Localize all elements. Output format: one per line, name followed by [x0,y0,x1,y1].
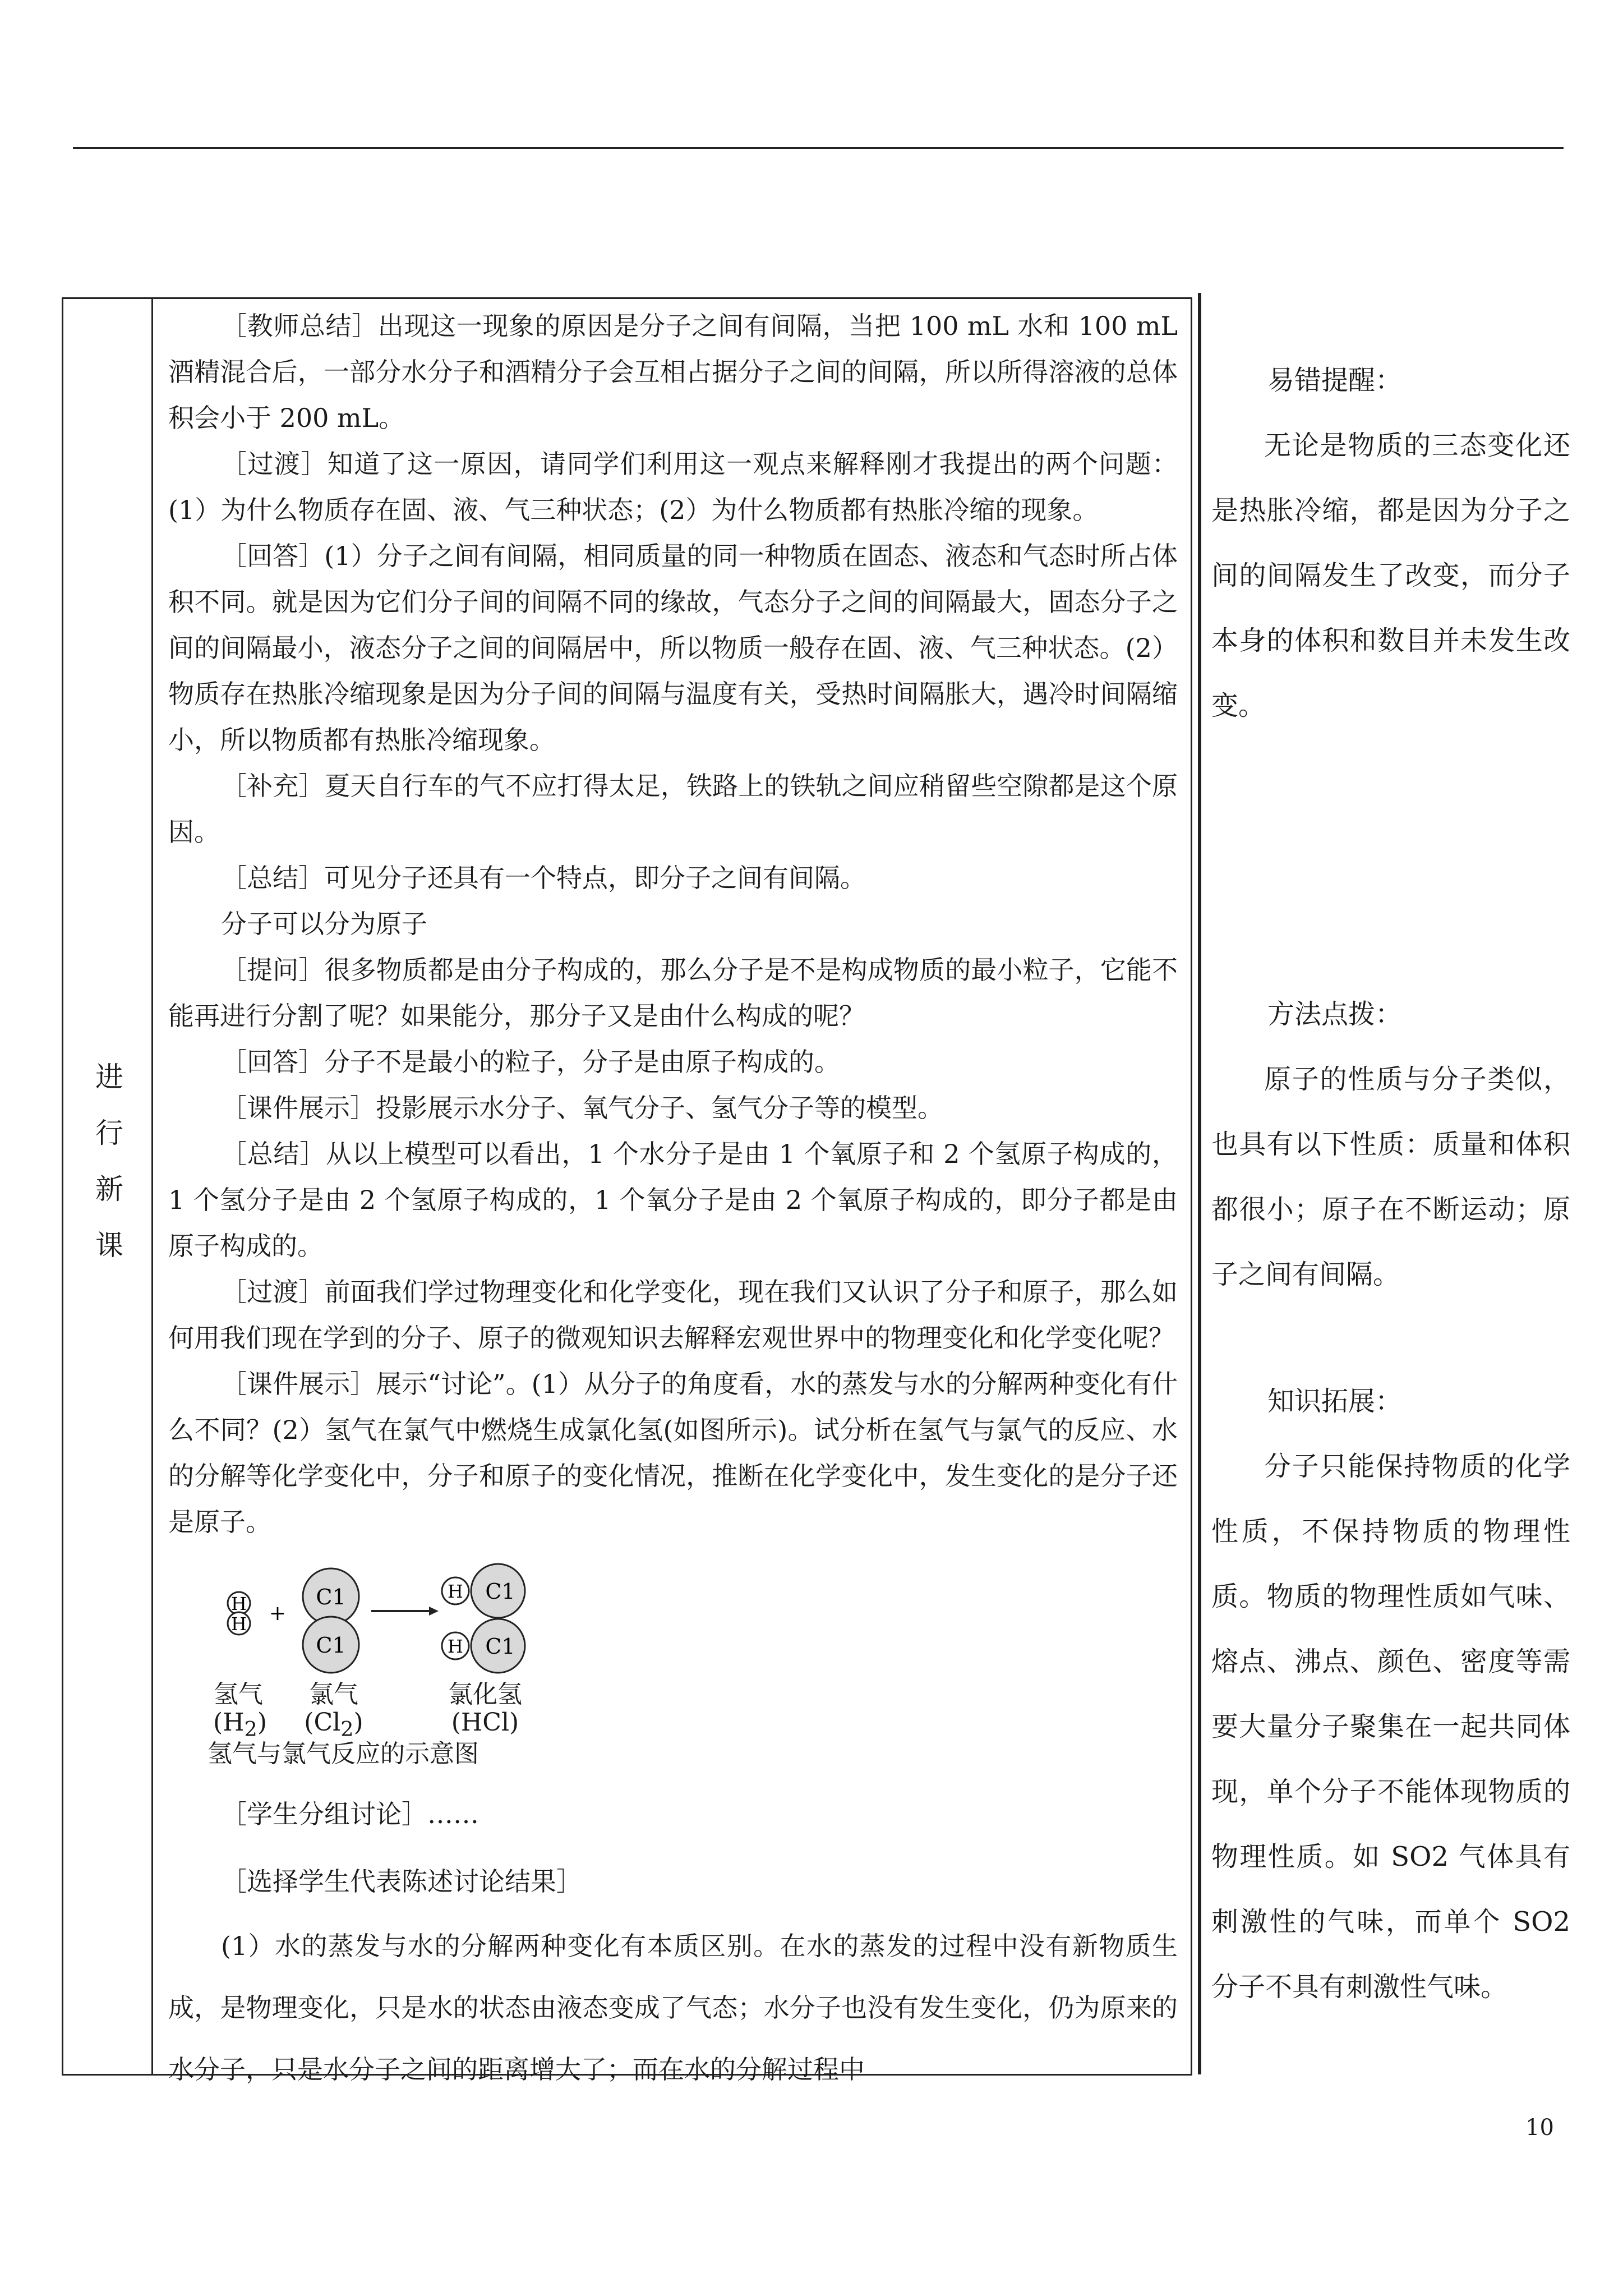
summary-paragraph: ［总结］从以上模型可以看出，1 个水分子是由 1 个氧原子和 2 个氢原子构成的，1 个氢分子是由 2 个氢原子构成的，1 个氧分子是由 2 个氧原子构成的，即分子都是由原子构成的。 [168,1139,1178,1261]
supplement-paragraph: ［补充］夏天自行车的气不应打得太足，铁路上的铁轨之间应稍留些空隙都是这个原因。 [168,771,1178,847]
side-note-method [1211,982,1570,1307]
side-note-heading: 易错提醒： [1267,365,1403,396]
atom-label: C1 [316,1585,346,1609]
side-note-body: 分子只能保持物质的化学性质，不保持物质的物理性质。物质的物理性质如气味、熔点、沸点、颜色、密度等需要大量分子聚集在一起共同体现，单个分子不能体现物质的物理性质。如 SO2 气体具有刺激性的气味，而单个 SO2 分子不具有刺激性气味。 [1211,1451,1570,2003]
reaction-diagram [208,1562,583,1768]
side-note-heading: 方法点拨： [1267,999,1403,1030]
section-label-char: 课 [95,1229,123,1262]
side-note-body: 无论是物质的三态变化还是热胀冷缩，都是因为分子之间的间隔发生了改变，而分子本身的体积和数目并未发生改变。 [1211,430,1570,721]
summary-paragraph: ［总结］可见分子还具有一个特点，即分子之间有间隔。 [221,863,866,893]
header-rule [73,147,1564,149]
result-paragraph: (1）水的蒸发与水的分解两种变化有本质区别。在水的蒸发的过程中没有新物质生成，是物理变化，只是水的状态由液态变成了气态；水分子也没有发生变化，仍为原来的水分子，只是水分子之间的距离增大了；而在水的分解过程中 [168,1931,1178,2085]
section-label-char: 进 [95,1061,123,1093]
reaction-arrow [371,1607,439,1616]
h2-label [213,1680,268,1743]
diagram-caption: 氢气与氯气反应的示意图 [208,1740,479,1768]
margin-notes-divider [1198,293,1201,2074]
hcl-molecule [442,1564,525,1618]
answer-paragraph: ［回答］(1）分子之间有间隔，相同质量的同一种物质在固态、液态和气态时所占体积不同。就是因为它们分子间的间隔不同的缘故，气态分子之间的间隔最大，固态分子之间的间隔最小，液态分子之间的间隔居中，所以物质一般存在固、液、气三种状态。(2）物质存在热胀冷缩现象是因为分子间的间隔与温度有关，受热时间隔胀大，遇冷时间隔缩小，所以物质都有热胀冷缩现象。 [168,541,1178,755]
courseware-paragraph: ［课件展示］投影展示水分子、氧气分子、氢气分子等的模型。 [221,1093,943,1123]
question-paragraph: ［提问］很多物质都是由分子构成的，那么分子是不是构成物质的最小粒子，它能不能再进行分割了呢？如果能分，那分子又是由什么构成的呢？ [168,955,1178,1031]
atom-label: C1 [485,1634,515,1659]
hydrogen-molecule [228,1592,250,1635]
teacher-summary-paragraph: ［教师总结］出现这一现象的原因是分子之间有间隔，当把 100 mL 水和 100 mL 酒精混合后，一部分水分子和酒精分子会互相占据分子之间的间隔，所以所得溶液的总体积会小于 200 mL。 [168,311,1178,433]
lesson-content [168,303,1178,2100]
plus-sign: + [269,1602,287,1625]
atom-label: H [448,1581,463,1602]
formula-subscript: 2 [244,1717,257,1741]
transition-paragraph: ［过渡］前面我们学过物理变化和化学变化，现在我们又认识了分子和原子，那么如何用我们现在学到的分子、原子的微观知识去解释宏观世界中的物理变化和化学变化呢？ [168,1277,1178,1353]
formula-close: ) [257,1708,268,1737]
atom-label: H [231,1613,247,1635]
student-report-paragraph: ［选择学生代表陈述讨论结果］ [221,1866,582,1897]
answer-paragraph: ［回答］分子不是最小的粒子，分子是由原子构成的。 [221,1047,840,1077]
page-number: 10 [1525,2115,1554,2141]
section-label [73,1049,146,1273]
atom-label: C1 [485,1579,515,1604]
discussion-paragraph: ［课件展示］展示“讨论”。(1）从分子的角度看，水的蒸发与水的分解两种变化有什么不同？(2）氢气在氯气中燃烧生成氯化氢(如图所示)。试分析在氢气与氯气的反应、水的分解等化学变化中，分子和原子的变化情况，推断在化学变化中，发生变化的是分子还是原子。 [168,1369,1178,1537]
side-note-pitfall [1211,348,1570,738]
formula: (Cl [304,1708,341,1737]
formula: (HCl) [451,1708,519,1737]
section-label-char: 行 [95,1117,123,1149]
substance-name: 氯气 [309,1680,358,1709]
reaction-svg [224,1562,583,1674]
subheading-paragraph: 分子可以分为原子 [221,909,427,939]
atom-label: C1 [316,1633,346,1658]
hcl-molecule [442,1619,525,1673]
atom-label: H [231,1593,247,1614]
table-column-divider [151,297,153,2076]
substance-name: 氢气 [214,1680,263,1709]
cl2-label [303,1681,365,1743]
hcl-label [437,1681,533,1737]
formula: (H [213,1708,245,1737]
substance-name: 氯化氢 [448,1680,522,1709]
side-note-heading: 知识拓展： [1267,1386,1403,1417]
formula-close: ) [353,1708,363,1737]
transition-paragraph: ［过渡］知道了这一原因，请同学们利用这一观点来解释刚才我提出的两个问题：(1）为什么物质存在固、液、气三种状态；(2）为什么物质都有热胀冷缩的现象。 [168,449,1178,525]
formula-subscript: 2 [340,1717,354,1741]
side-note-extension [1211,1369,1570,2019]
chlorine-molecule [303,1568,359,1673]
side-note-body: 原子的性质与分子类似，也具有以下性质：质量和体积都很小；原子在不断运动；原子之间有间隔。 [1211,1064,1570,1290]
group-discussion-paragraph: ［学生分组讨论］…… [221,1799,479,1829]
section-label-char: 新 [95,1173,123,1205]
atom-label: H [448,1636,463,1657]
